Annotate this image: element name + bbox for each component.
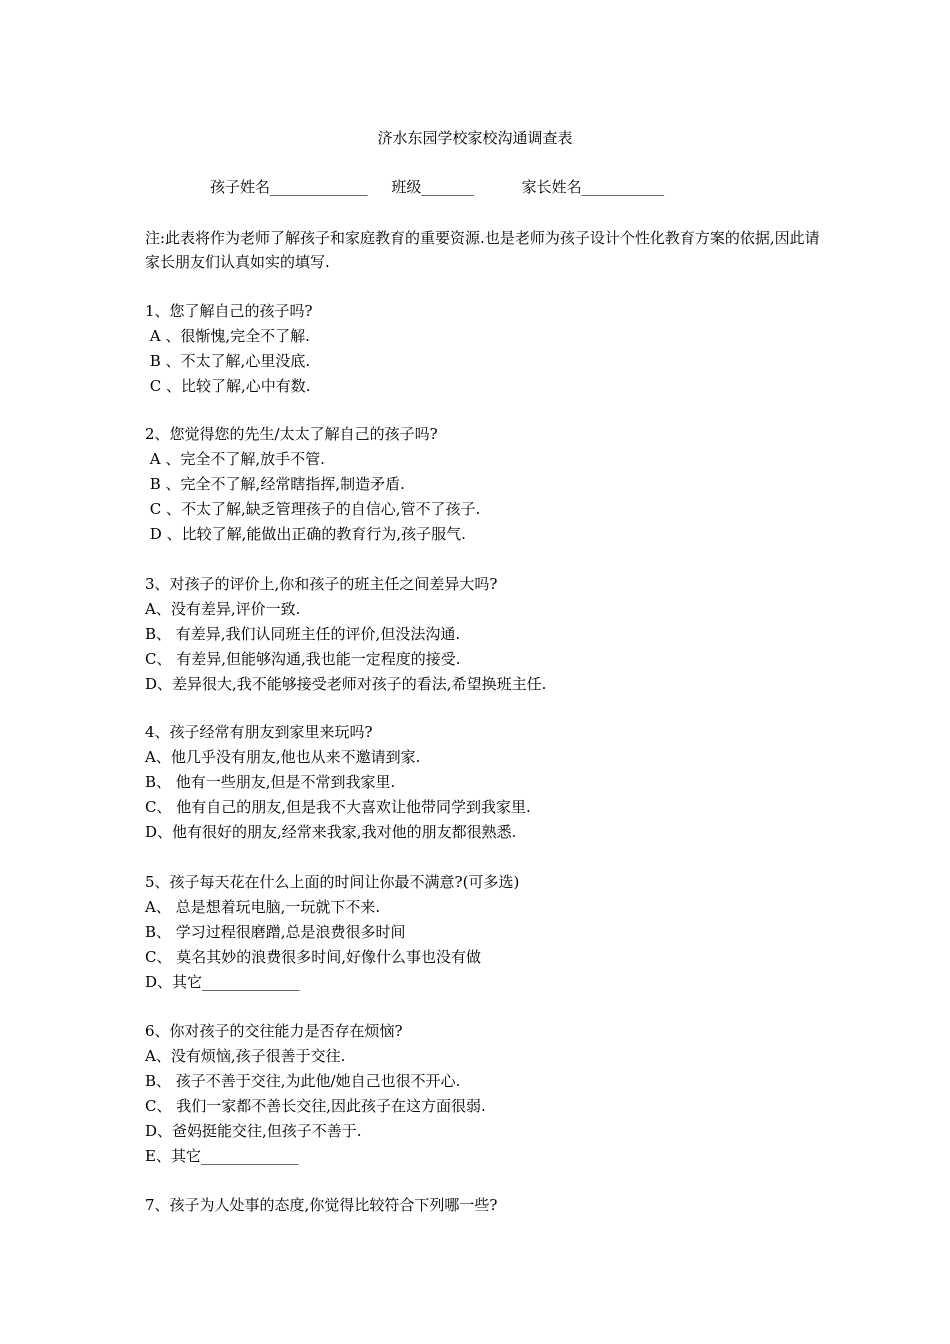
option-c: C 、比较了解,心中有数. xyxy=(145,377,311,395)
note-paragraph: 注:此表将作为老师了解孩子和家庭教育的重要资源.也是老师为孩子设计个性化教育方案的依据,因此请家长朋友们认真如实的填写. xyxy=(145,229,820,271)
option-d: D、爸妈挺能交往,但孩子不善于. xyxy=(145,1122,362,1140)
question-7 xyxy=(145,1193,825,1218)
info-row xyxy=(210,176,664,197)
option-a: A 、很惭愧,完全不了解. xyxy=(145,327,310,345)
option-a: A、 总是想着玩电脑,一玩就下不来. xyxy=(145,898,381,916)
document-title: 济水东园学校家校沟通调查表 xyxy=(377,129,573,147)
option-c: C、 莫名其妙的浪费很多时间,好像什么事也没有做 xyxy=(145,948,482,966)
option-e: E、其它_____________ xyxy=(145,1147,299,1165)
question-2 xyxy=(145,422,825,547)
question-4 xyxy=(145,720,825,845)
option-d: D 、比较了解,能做出正确的教育行为,孩子服气. xyxy=(145,525,466,543)
question-text: 5、孩子每天花在什么上面的时间让你最不满意?(可多选) xyxy=(145,873,520,891)
option-c: C、 我们一家都不善长交往,因此孩子在这方面很弱. xyxy=(145,1097,486,1115)
option-c: C 、不太了解,缺乏管理孩子的自信心,管不了孩子. xyxy=(145,500,481,518)
question-text: 1、您了解自己的孩子吗? xyxy=(145,302,313,320)
parent-name-field: 家长姓名___________ xyxy=(521,178,665,196)
option-b: B、 孩子不善于交往,为此他/她自己也很不开心. xyxy=(145,1072,461,1090)
option-c: C、 他有自己的朋友,但是我不大喜欢让他带同学到我家里. xyxy=(145,798,531,816)
question-text: 7、孩子为人处事的态度,你觉得比较符合下列哪一些? xyxy=(145,1196,498,1214)
option-b: B、 他有一些朋友,但是不常到我家里. xyxy=(145,773,396,791)
question-text: 4、孩子经常有朋友到家里来玩吗? xyxy=(145,723,373,741)
class-field: 班级_______ xyxy=(391,178,474,196)
question-text: 2、您觉得您的先生/太太了解自己的孩子吗? xyxy=(145,425,438,443)
question-text: 6、你对孩子的交往能力是否存在烦恼? xyxy=(145,1022,403,1040)
option-a: A、没有差异,评价一致. xyxy=(145,600,301,618)
child-name-field: 孩子姓名_____________ xyxy=(210,178,368,196)
option-b: B、 学习过程很磨蹭,总是浪费很多时间 xyxy=(145,923,406,941)
option-b: B 、不太了解,心里没底. xyxy=(145,352,311,370)
option-d: D、差异很大,我不能够接受老师对孩子的看法,希望换班主任. xyxy=(145,675,547,693)
question-5 xyxy=(145,870,825,995)
option-b: B 、完全不了解,经常瞎指挥,制造矛盾. xyxy=(145,475,405,493)
option-d: D、其它_____________ xyxy=(145,973,300,991)
option-a: A、没有烦恼,孩子很善于交往. xyxy=(145,1047,346,1065)
option-a: A、他几乎没有朋友,他也从来不邀请到家. xyxy=(145,748,421,766)
option-b: B、 有差异,我们认同班主任的评价,但没法沟通. xyxy=(145,625,461,643)
question-3 xyxy=(145,572,825,697)
question-6 xyxy=(145,1019,825,1169)
option-a: A 、完全不了解,放手不管. xyxy=(145,450,325,468)
option-d: D、他有很好的朋友,经常来我家,我对他的朋友都很熟悉. xyxy=(145,823,517,841)
question-text: 3、对孩子的评价上,你和孩子的班主任之间差异大吗? xyxy=(145,575,498,593)
question-1 xyxy=(145,299,825,399)
option-c: C、 有差异,但能够沟通,我也能一定程度的接受. xyxy=(145,650,461,668)
